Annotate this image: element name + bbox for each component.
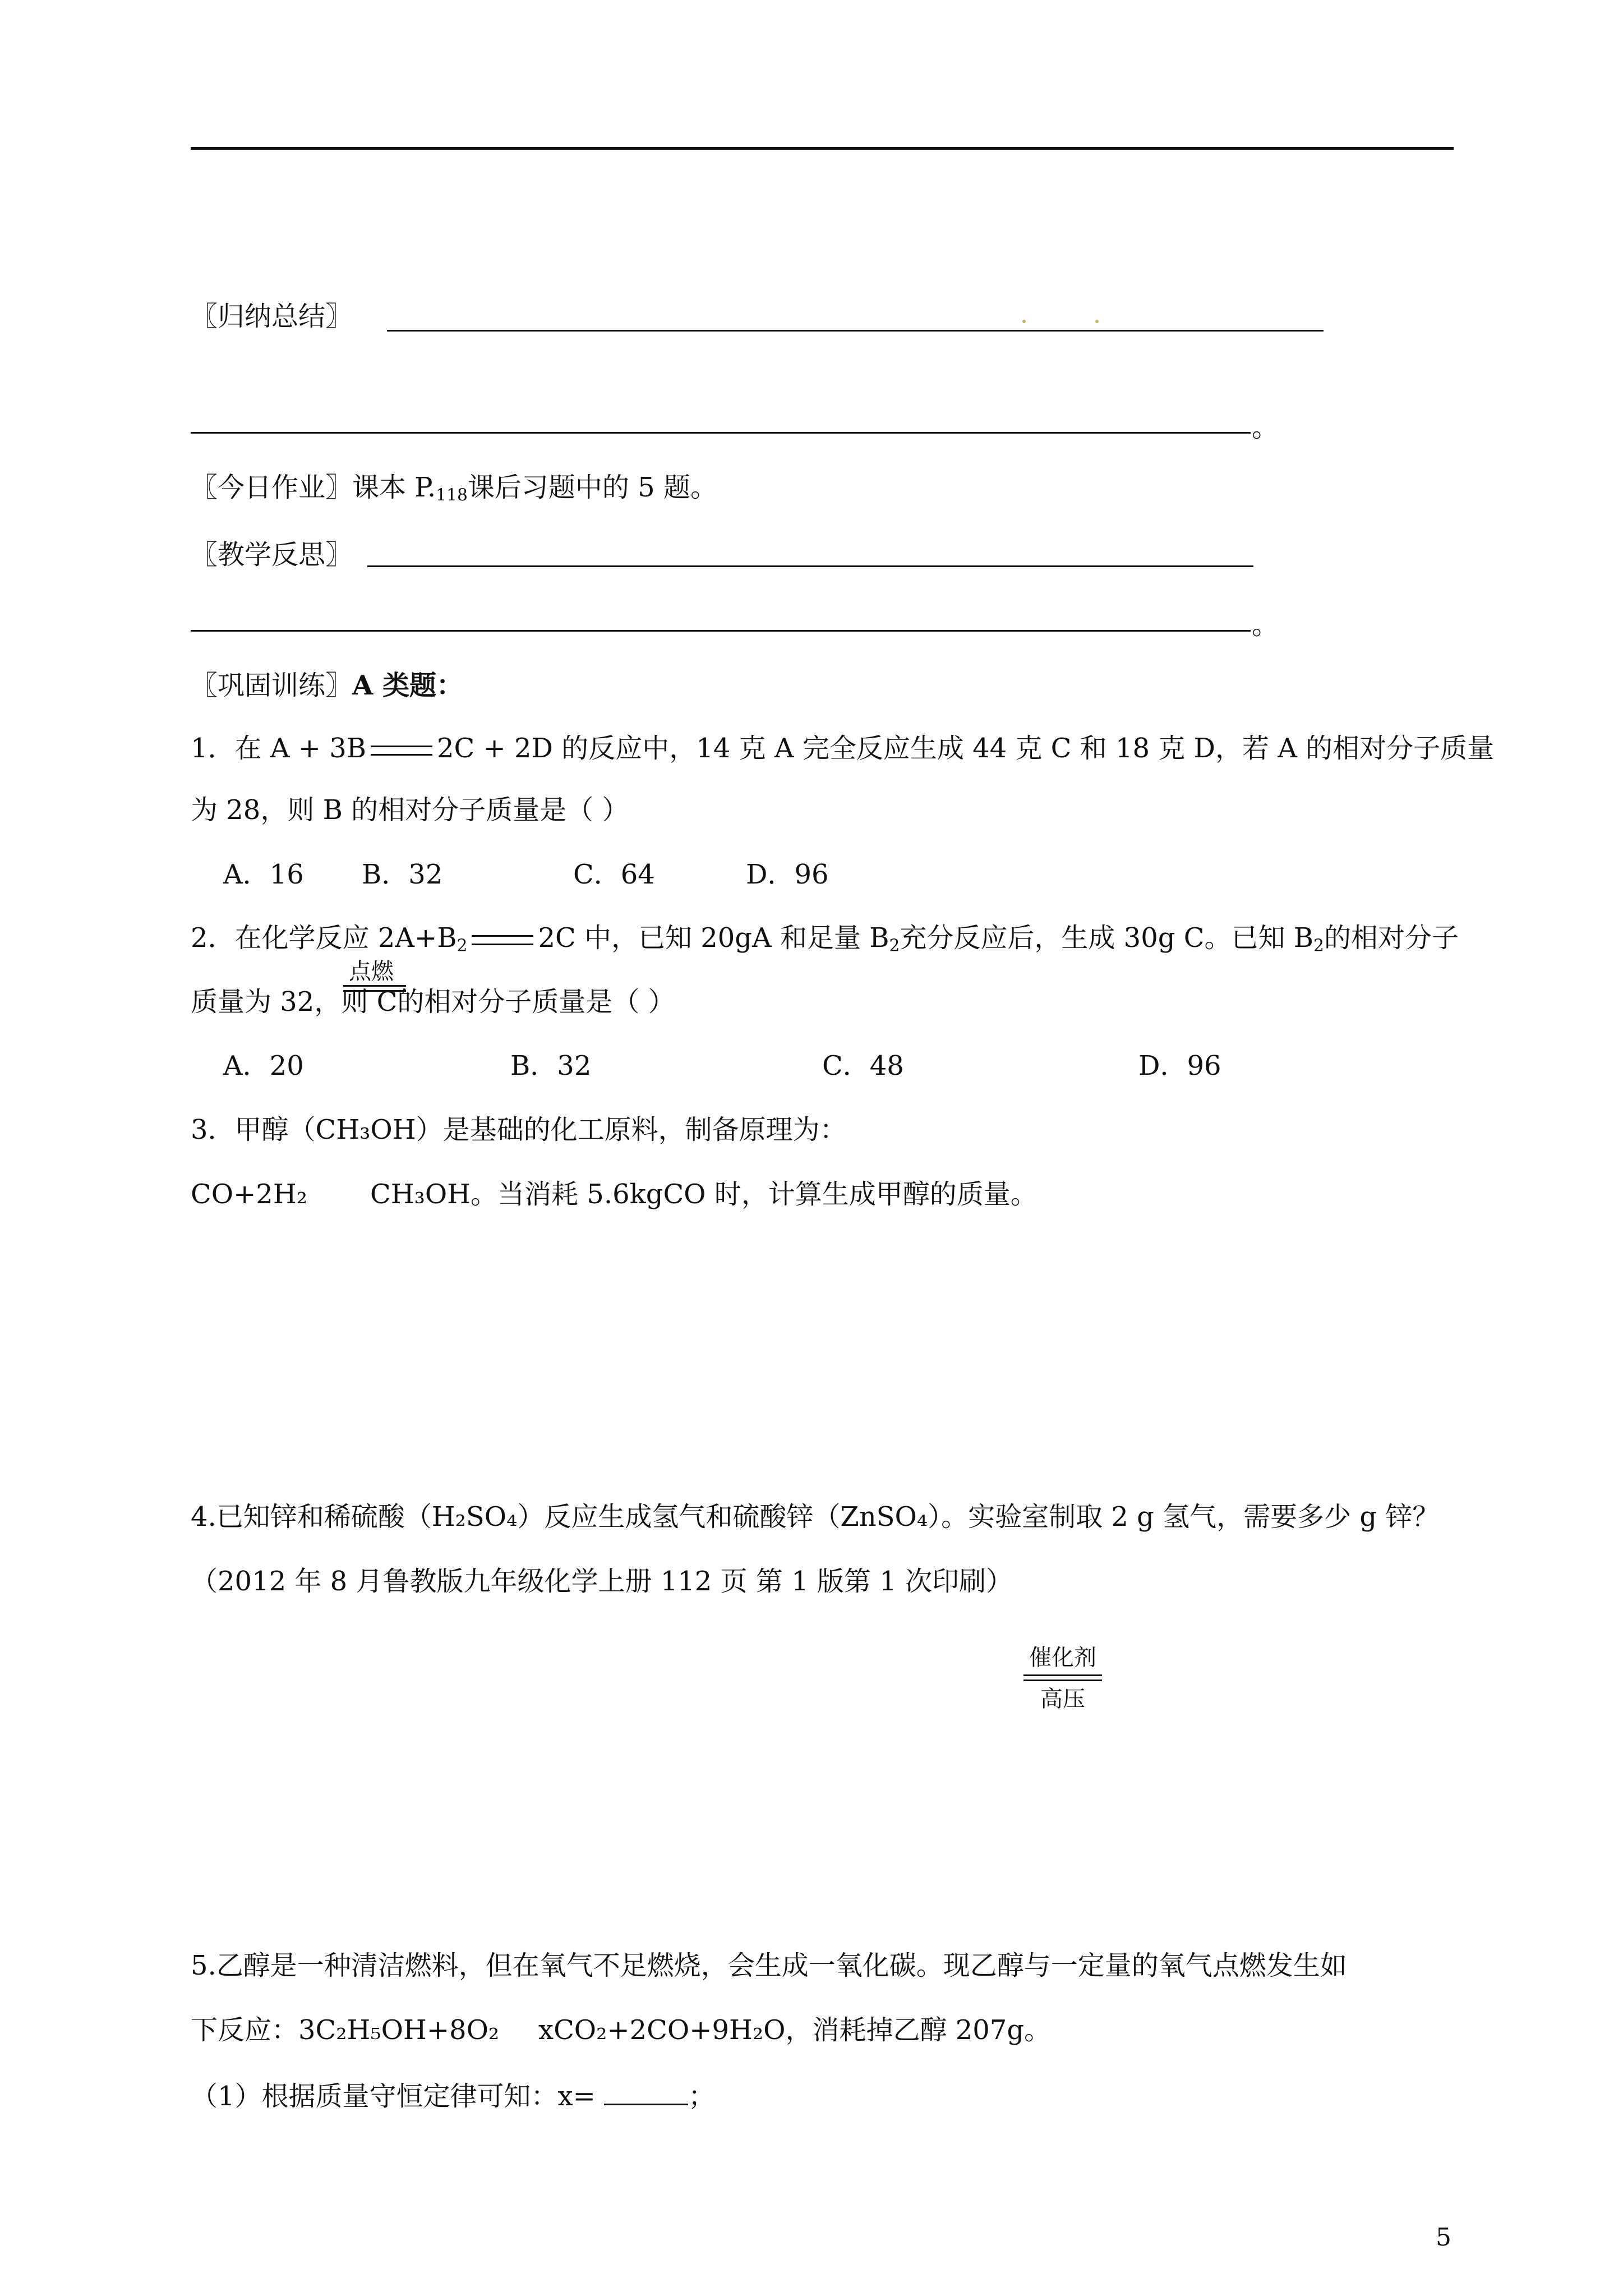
q2-prefix: 2．在化学反应 2A+B — [191, 922, 457, 954]
q1-eq-rest: 2C + 2D 的反应中，14 克 A 完全反应生成 44 克 C 和 18 克 D，若 A 的相对分子质量 — [437, 733, 1495, 764]
summary-label: 〖归纳总结〗 — [191, 301, 353, 332]
summary-blank-line-2 — [191, 432, 1251, 434]
q3-condition-top: 催化剂 — [1029, 1645, 1096, 1671]
summary-blank-line-1 — [387, 330, 1324, 332]
q5-line-2b: xCO₂+2CO+9H₂O，消耗掉乙醇 207g。 — [538, 2014, 1052, 2046]
practice-category: A 类题： — [352, 670, 463, 701]
q1-line-1 — [191, 735, 1494, 762]
q2-option-b: B．32 — [510, 1050, 592, 1082]
stray-dot — [1095, 320, 1099, 323]
practice-label: 〖巩固训练〗 — [191, 670, 353, 701]
q1-line-2: 为 28，则 B 的相对分子质量是（ ） — [191, 794, 629, 826]
q5-line-1: 5.乙醇是一种清洁燃料，但在氧气不足燃烧，会生成一氧化碳。现乙醇与一定量的氧气点燃发生如 — [191, 1950, 1347, 1981]
q3-condition-bottom: 高压 — [1040, 1686, 1085, 1712]
header-rule — [191, 147, 1454, 150]
q5-answer-blank[interactable] — [604, 2081, 688, 2105]
q2-eq-rest-a: 2C 中，已知 20gA 和足量 B — [538, 922, 889, 954]
homework-text-b: 课后习题中的 5 题。 — [467, 472, 717, 503]
q2-condition-label: 点燃 — [349, 959, 394, 984]
homework-line — [191, 472, 717, 505]
stray-dot — [1022, 320, 1026, 323]
q5-sub1 — [191, 2081, 715, 2110]
q2-line2-c: 的相对分子质量是（ ） — [397, 986, 675, 1018]
reflection-end-mark: 。 — [1252, 609, 1279, 641]
reflection-blank-line-1 — [367, 565, 1253, 567]
homework-page-sub: 118 — [436, 485, 468, 505]
q5-sub1-b: ； — [688, 2081, 716, 2112]
q1-option-c: C．64 — [573, 859, 655, 890]
q3-product: CH₃OH。当消耗 5.6kgCO 时，计算生成甲醇的质量。 — [370, 1179, 1038, 1210]
q3-condition-bar — [1023, 1674, 1102, 1681]
q2-option-d: D．96 — [1138, 1050, 1221, 1082]
reflection-label: 〖教学反思〗 — [191, 539, 353, 570]
homework-text-a: 课本 P. — [352, 472, 436, 503]
q5-line-2a: 下反应：3C₂H₅OH+8O₂ — [191, 2014, 500, 2046]
q4-source: （2012 年 8 月鲁教版九年级化学上册 112 页 第 1 版第 1 次印刷） — [191, 1566, 1013, 1597]
equals-sign — [472, 935, 533, 945]
q3-reactant: CO+2H₂ — [191, 1179, 307, 1210]
q2-option-c: C．48 — [822, 1050, 904, 1082]
q3-line-1: 3．甲醇（CH₃OH）是基础的化工原料，制备原理为： — [191, 1114, 847, 1145]
q2-option-a: A．20 — [223, 1050, 304, 1082]
page-number: 5 — [1436, 2223, 1451, 2252]
q2-line2-a: 质量为 32， — [191, 986, 342, 1018]
q3-condition — [1023, 1646, 1102, 1710]
q2-line-2 — [191, 986, 675, 1018]
q2-line-1 — [191, 922, 1459, 956]
q2-eq-rest-c: 的相对分子 — [1324, 922, 1459, 954]
summary-end-mark: 。 — [1252, 412, 1279, 443]
q1-prefix: 1．在 A + 3B — [191, 733, 367, 764]
q2-eq-rest-b: 充分反应后，生成 30g C。已知 B — [900, 922, 1314, 954]
q2-line2-b: 则 C — [341, 986, 398, 1018]
q1-option-d: D．96 — [746, 859, 829, 890]
q1-option-a: A．16 — [223, 859, 304, 890]
q4-line-1: 4.已知锌和稀硫酸（H₂SO₄）反应生成氢气和硫酸锌（ZnSO₄）。实验室制取 2 g 氢气，需要多少 g 锌？ — [191, 1501, 1440, 1533]
reflection-blank-line-2 — [191, 630, 1251, 632]
equals-sign — [371, 746, 432, 756]
q1-option-b: B．32 — [362, 859, 443, 890]
q2-prefix-sub: 2 — [457, 936, 468, 956]
practice-heading — [191, 672, 463, 699]
homework-label: 〖今日作业〗 — [191, 472, 353, 503]
q2-eq-rest-sub: 2 — [889, 936, 900, 956]
q2-eq-rest-sub2: 2 — [1313, 936, 1324, 956]
q5-sub1-a: （1）根据质量守恒定律可知：x= — [191, 2081, 596, 2112]
